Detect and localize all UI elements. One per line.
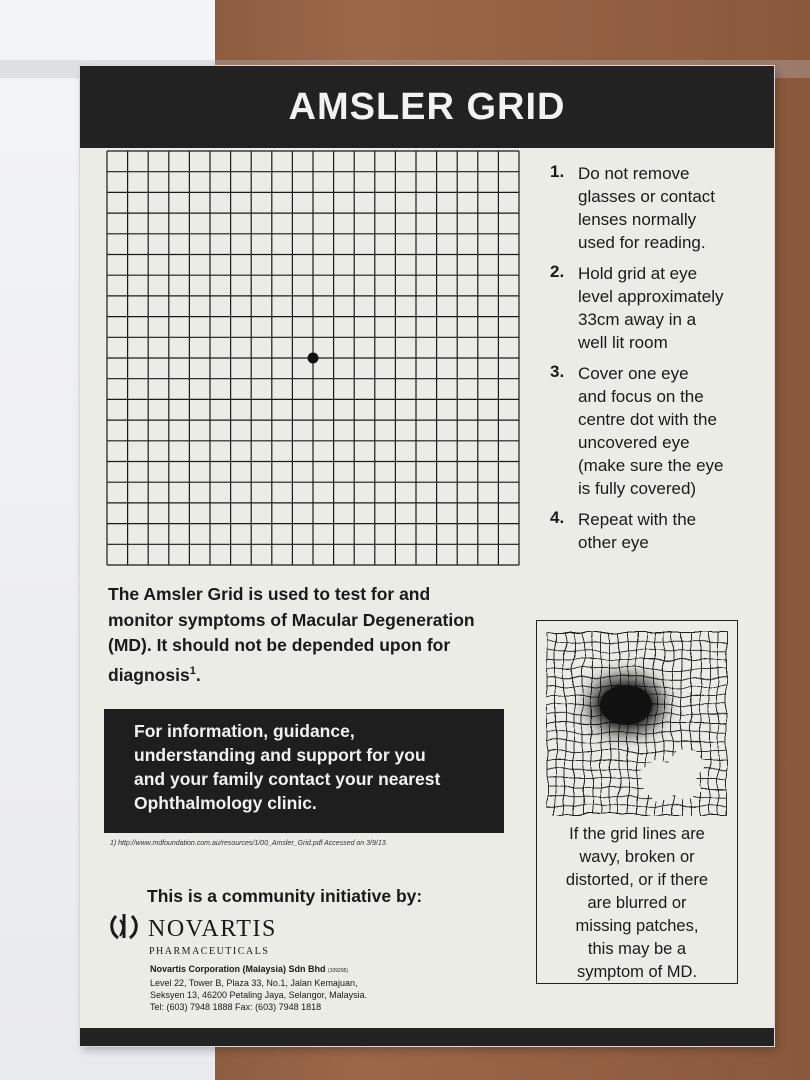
instructions-list (550, 162, 760, 562)
distorted-grid-illustration (546, 631, 728, 816)
description: The Amsler Grid is used to test for and monitor symptoms of Macular Degeneration (MD). It should not be depended upon for diagnosis$^1$. (108, 584, 475, 685)
instruction-item (550, 508, 760, 554)
instruction-number: 2. (550, 262, 565, 281)
instruction-text: Repeat with the other eye (578, 510, 697, 552)
company-reg: (109295) (328, 968, 349, 974)
instruction-text: Do not remove glasses or contact lenses normally used for reading. (578, 164, 716, 252)
title-bar (80, 66, 774, 148)
amsler-grid (106, 150, 520, 566)
instruction-number: 1. (550, 162, 565, 181)
card-title: AMSLER GRID (288, 85, 566, 128)
example-box (536, 620, 738, 984)
novartis-logo-icon (106, 908, 142, 944)
instruction-text: Hold grid at eye level approximately 33cm away in a well lit room (578, 264, 724, 352)
amsler-card (80, 66, 774, 1046)
instruction-number: 3. (550, 362, 565, 381)
company-name: Novartis Corporation (Malaysia) Sdn Bhd (150, 964, 326, 974)
instruction-item (550, 362, 760, 500)
info-box: For information, guidance, understanding and support for you and your family contact your nearest Ophthalmology clinic. (104, 709, 504, 833)
instruction-item (550, 262, 760, 354)
instruction-item (550, 162, 760, 254)
instruction-text: Cover one eye and focus on the centre dot with the uncovered eye (make sure the eye is fully covered) (578, 364, 724, 498)
address-block (150, 963, 367, 1013)
bottom-bar (80, 1028, 774, 1046)
brand-sub: PHARMACEUTICALS (149, 946, 270, 957)
address-lines: Level 22, Tower B, Plaza 33, No.1, Jalan Kemajuan, Seksyen 13, 46200 Petaling Jaya, Selangor, Malaysia. Tel: (603) 7948 1888 Fax: (603) 7948 1818 (150, 978, 368, 1012)
description-text: The Amsler Grid is used to test for and monitor symptoms of Macular Degeneration (MD). It should not be depended upon for diagnosis (108, 584, 475, 685)
brand-name: NOVARTIS (148, 916, 277, 942)
footnote-marker: 1 (189, 664, 196, 677)
community-heading: This is a community initiative by: (147, 886, 423, 906)
footnote: 1) http://www.mdfoundation.com.au/resources/1/00_Amsler_Grid.pdf Accessed on 3/9/13. (110, 840, 388, 847)
center-dot (308, 353, 319, 364)
example-text: If the grid lines are wavy, broken or distorted, or if there are blurred or missing patches, this may be a symptom of MD. (565, 825, 709, 981)
instruction-number: 4. (550, 508, 565, 527)
